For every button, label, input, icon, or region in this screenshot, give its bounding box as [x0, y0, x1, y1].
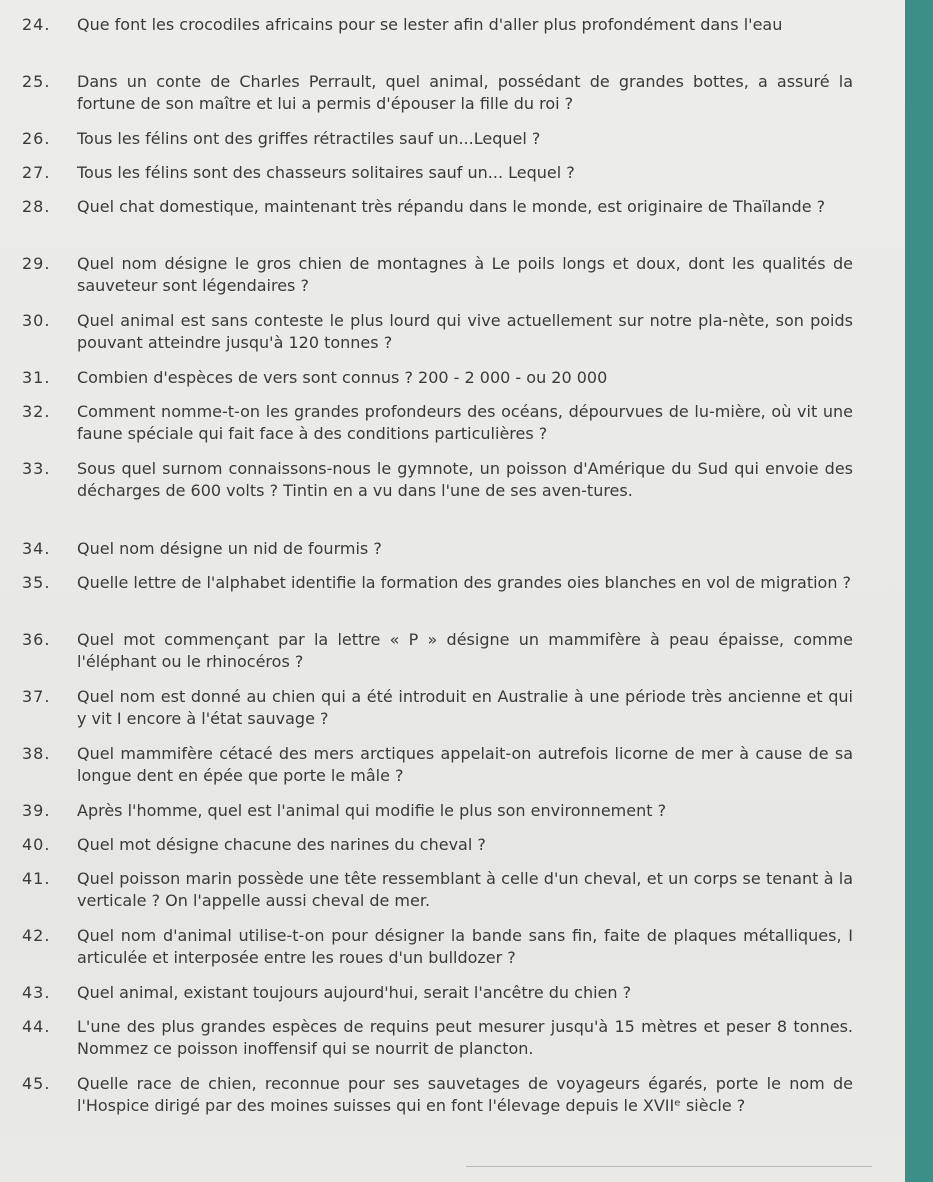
question-item — [0, 1016, 905, 1073]
question-text: Quelle lettre de l'alphabet identifie la formation des grandes oies blanches en vol de migration ? — [77, 573, 852, 592]
question-item — [0, 982, 905, 1016]
question-number: 24. — [22, 15, 51, 34]
question-item — [0, 310, 905, 367]
question-text: Quel mot désigne chacune des narines du cheval ? — [77, 835, 486, 854]
question-number: 34. — [22, 539, 51, 558]
question-text: Après l'homme, quel est l'animal qui modifie le plus son environnement ? — [77, 801, 667, 820]
question-item — [0, 800, 905, 834]
question-item — [0, 162, 905, 196]
question-item — [0, 401, 905, 458]
question-number: 36. — [22, 630, 51, 649]
question-item — [0, 196, 905, 253]
question-item — [0, 458, 905, 538]
question-number: 38. — [22, 744, 51, 763]
question-text: Quel poisson marin possède une tête ressemblant à celle d'un cheval, et un corps se tenant à la verticale ? On l'appelle aussi cheval de mer. — [77, 869, 853, 910]
question-number: 43. — [22, 983, 51, 1002]
question-item — [0, 1073, 905, 1153]
question-text: Quel animal est sans conteste le plus lourd qui vive actuellement sur notre pla-nète, son poids pouvant atteindre jusqu'à 120 tonnes ? — [77, 311, 853, 352]
question-number: 26. — [22, 129, 51, 148]
question-number: 42. — [22, 926, 51, 945]
question-text: Combien d'espèces de vers sont connus ? 200 - 2 000 - ou 20 000 — [77, 368, 608, 387]
question-item — [0, 71, 905, 128]
question-number: 25. — [22, 72, 51, 91]
question-item — [0, 14, 905, 71]
question-item — [0, 128, 905, 162]
question-text: Tous les félins ont des griffes rétractiles sauf un...Lequel ? — [77, 129, 541, 148]
question-number: 27. — [22, 163, 51, 182]
question-text: Tous les félins sont des chasseurs solitaires sauf un... Lequel ? — [77, 163, 575, 182]
question-item — [0, 367, 905, 401]
question-text: Quel mot commençant par la lettre « P » désigne un mammifère à peau épaisse, comme l'éléphant ou le rhinocéros ? — [77, 630, 853, 671]
question-text: Quel nom d'animal utilise-t-on pour désigner la bande sans fin, faite de plaques métalliques, I articulée et interposée entre les roues d'un bulldozer ? — [77, 926, 853, 967]
question-number: 29. — [22, 254, 51, 273]
question-item — [0, 834, 905, 868]
question-text: L'une des plus grandes espèces de requins peut mesurer jusqu'à 15 mètres et peser 8 tonnes. Nommez ce poisson inoffensif qui se nourrit de plancton. — [77, 1017, 853, 1058]
question-item — [0, 686, 905, 743]
question-text: Quel animal, existant toujours aujourd'hui, serait l'ancêtre du chien ? — [77, 983, 632, 1002]
question-text: Que font les crocodiles africains pour se lester afin d'aller plus profondément dans l'eau — [77, 15, 783, 34]
question-number: 41. — [22, 869, 51, 888]
question-number: 35. — [22, 573, 51, 592]
question-item — [0, 253, 905, 310]
question-text: Comment nomme-t-on les grandes profondeurs des océans, dépourvues de lu-mière, où vit une faune spéciale qui fait face à des conditions particulières ? — [77, 402, 853, 443]
question-number: 44. — [22, 1017, 51, 1036]
question-number: 45. — [22, 1074, 51, 1093]
question-number: 33. — [22, 459, 51, 478]
question-text: Quel nom désigne le gros chien de montagnes à Le poils longs et doux, dont les qualités de sauveteur sont légendaires ? — [77, 254, 853, 295]
question-number: 40. — [22, 835, 51, 854]
question-list — [0, 14, 905, 1153]
question-number: 39. — [22, 801, 51, 820]
question-item — [0, 925, 905, 982]
question-text: Sous quel surnom connaissons-nous le gymnote, un poisson d'Amérique du Sud qui envoie des décharges de 600 volts ? Tintin en a vu dans l'une de ses aven-tures. — [77, 459, 853, 500]
question-number: 30. — [22, 311, 51, 330]
bottom-rule — [466, 1166, 872, 1167]
question-text: Quelle race de chien, reconnue pour ses sauvetages de voyageurs égarés, porte le nom de l'Hospice dirigé par des moines suisses qui en font l'élevage depuis le XVIIᵉ siècle ? — [77, 1074, 853, 1115]
question-item — [0, 538, 905, 572]
question-text: Quel chat domestique, maintenant très répandu dans le monde, est originaire de Thaïlande ? — [77, 197, 826, 216]
question-text: Quel nom est donné au chien qui a été introduit en Australie à une période très ancienne et qui y vit I encore à l'état sauvage ? — [77, 687, 853, 728]
question-text: Quel nom désigne un nid de fourmis ? — [77, 539, 382, 558]
question-item — [0, 743, 905, 800]
question-number: 37. — [22, 687, 51, 706]
question-text: Quel mammifère cétacé des mers arctiques appelait-on autrefois licorne de mer à cause de sa longue dent en épée que porte le mâle ? — [77, 744, 853, 785]
question-item — [0, 572, 905, 629]
question-number: 28. — [22, 197, 51, 216]
question-number: 31. — [22, 368, 51, 387]
question-item — [0, 629, 905, 686]
question-text: Dans un conte de Charles Perrault, quel animal, possédant de grandes bottes, a assuré la fortune de son maître et lui a permis d'épouser la fille du roi ? — [77, 72, 853, 113]
question-number: 32. — [22, 402, 51, 421]
question-item — [0, 868, 905, 925]
